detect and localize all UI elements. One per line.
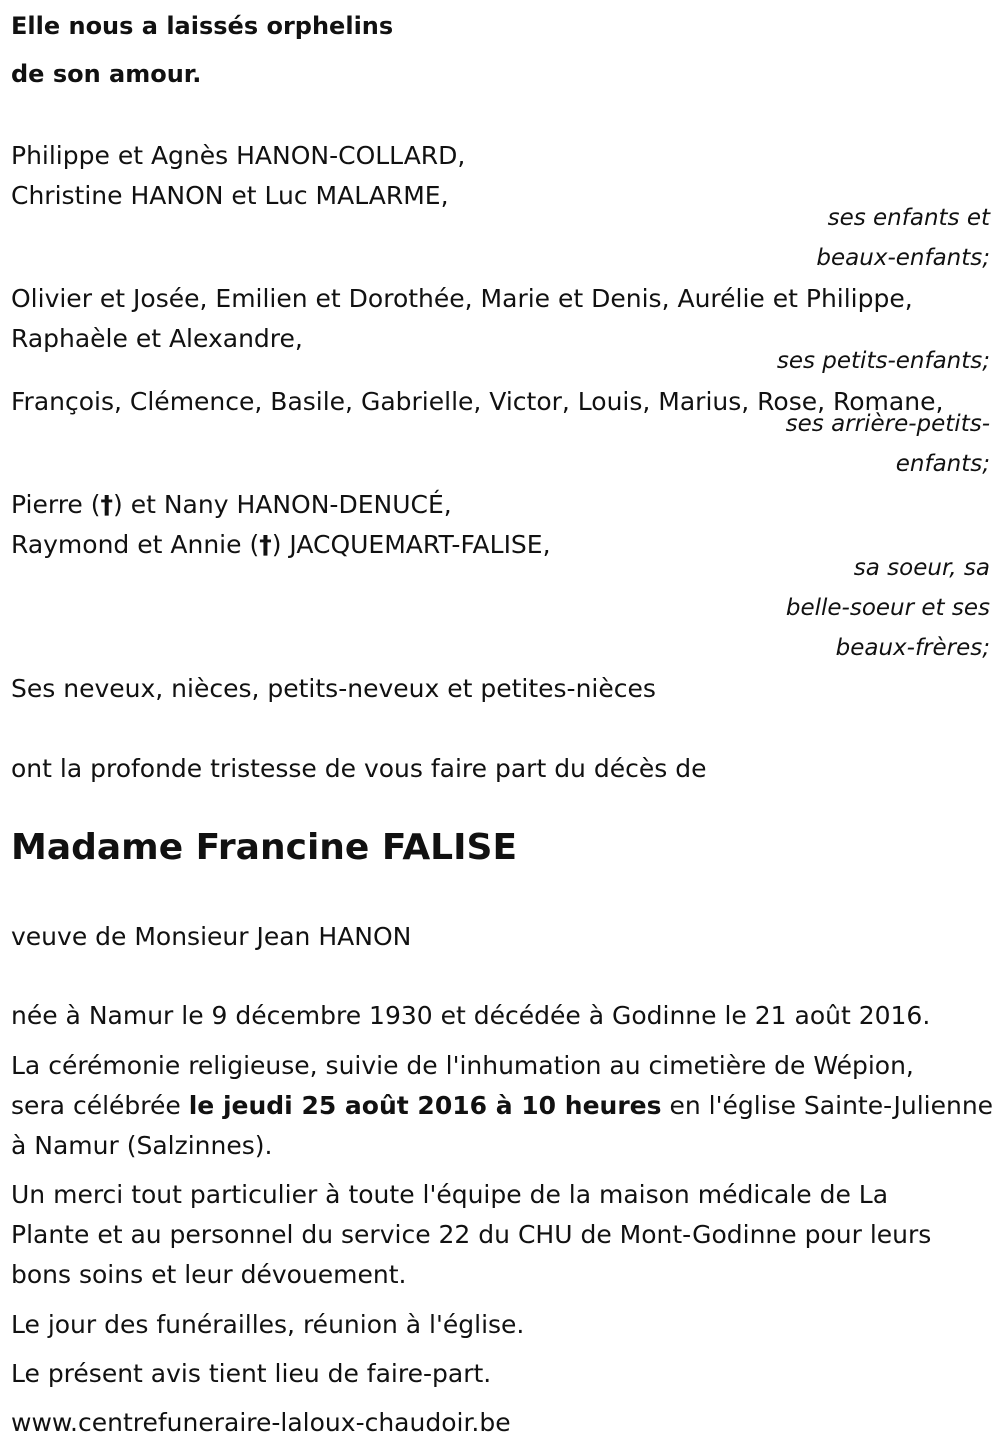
- grandchildren-role: ses petits-enfants;: [776, 348, 990, 374]
- siblings-names-2: [11, 532, 551, 557]
- widow-of: veuve de Monsieur Jean HANON: [11, 922, 412, 951]
- siblings-text: ) et Nany HANON-DENUCÉ,: [113, 490, 452, 519]
- siblings-text: Pierre (: [11, 490, 101, 519]
- thanks-line-1: Un merci tout particulier à toute l'équipe de la maison médicale de La: [11, 1180, 889, 1209]
- website-link[interactable]: www.centrefuneraire-laloux-chaudoir.be: [11, 1408, 511, 1437]
- nephews-line: Ses neveux, nièces, petits-neveux et petites-nièces: [11, 674, 656, 703]
- siblings-role-3: beaux-frères;: [835, 635, 990, 661]
- thanks-line-2: Plante et au personnel du service 22 du CHU de Mont-Godinne pour leurs: [11, 1220, 932, 1249]
- children-names-2: Christine HANON et Luc MALARME,: [11, 181, 449, 210]
- ceremony-text: en l'église Sainte-Julienne: [661, 1091, 994, 1120]
- ceremony-text: sera célébrée: [11, 1091, 189, 1120]
- ceremony-line-1: La cérémonie religieuse, suivie de l'inhumation au cimetière de Wépion,: [11, 1051, 914, 1080]
- siblings-text: Raymond et Annie (: [11, 530, 260, 559]
- ceremony-date: le jeudi 25 août 2016 à 10 heures: [188, 1091, 662, 1120]
- reunion-line: Le jour des funérailles, réunion à l'église.: [11, 1310, 525, 1339]
- epigraph-line-2: de son amour.: [11, 60, 202, 88]
- ceremony-line-2: [11, 1093, 993, 1118]
- siblings-role-2: belle-soeur et ses: [785, 595, 990, 621]
- epigraph-line-1: Elle nous a laissés orphelins: [11, 12, 394, 40]
- children-names-1: Philippe et Agnès HANON-COLLARD,: [11, 141, 466, 170]
- cross-icon: †: [259, 530, 272, 559]
- great-grandchildren-role-1: ses arrière-petits-: [785, 411, 990, 437]
- deceased-name: Madame Francine FALISE: [11, 827, 518, 868]
- ceremony-line-3: à Namur (Salzinnes).: [11, 1131, 273, 1160]
- children-role-1: ses enfants et: [827, 205, 990, 231]
- grandchildren-names-2: Raphaèle et Alexandre,: [11, 324, 303, 353]
- siblings-role-1: sa soeur, sa: [853, 555, 990, 581]
- siblings-text: ) JACQUEMART-FALISE,: [271, 530, 551, 559]
- notice-line: Le présent avis tient lieu de faire-part.: [11, 1359, 492, 1388]
- children-role-2: beaux-enfants;: [816, 245, 990, 271]
- great-grandchildren-role-2: enfants;: [895, 451, 990, 477]
- grandchildren-names-1: Olivier et Josée, Emilien et Dorothée, Marie et Denis, Aurélie et Philippe,: [11, 284, 913, 313]
- cross-icon: †: [100, 490, 114, 519]
- siblings-names-1: [11, 492, 452, 517]
- birth-death: née à Namur le 9 décembre 1930 et décédée à Godinne le 21 août 2016.: [11, 1001, 931, 1030]
- announcement: ont la profonde tristesse de vous faire part du décès de: [11, 754, 707, 783]
- thanks-line-3: bons soins et leur dévouement.: [11, 1260, 407, 1289]
- great-grandchildren-names: François, Clémence, Basile, Gabrielle, Victor, Louis, Marius, Rose, Romane,: [11, 387, 944, 416]
